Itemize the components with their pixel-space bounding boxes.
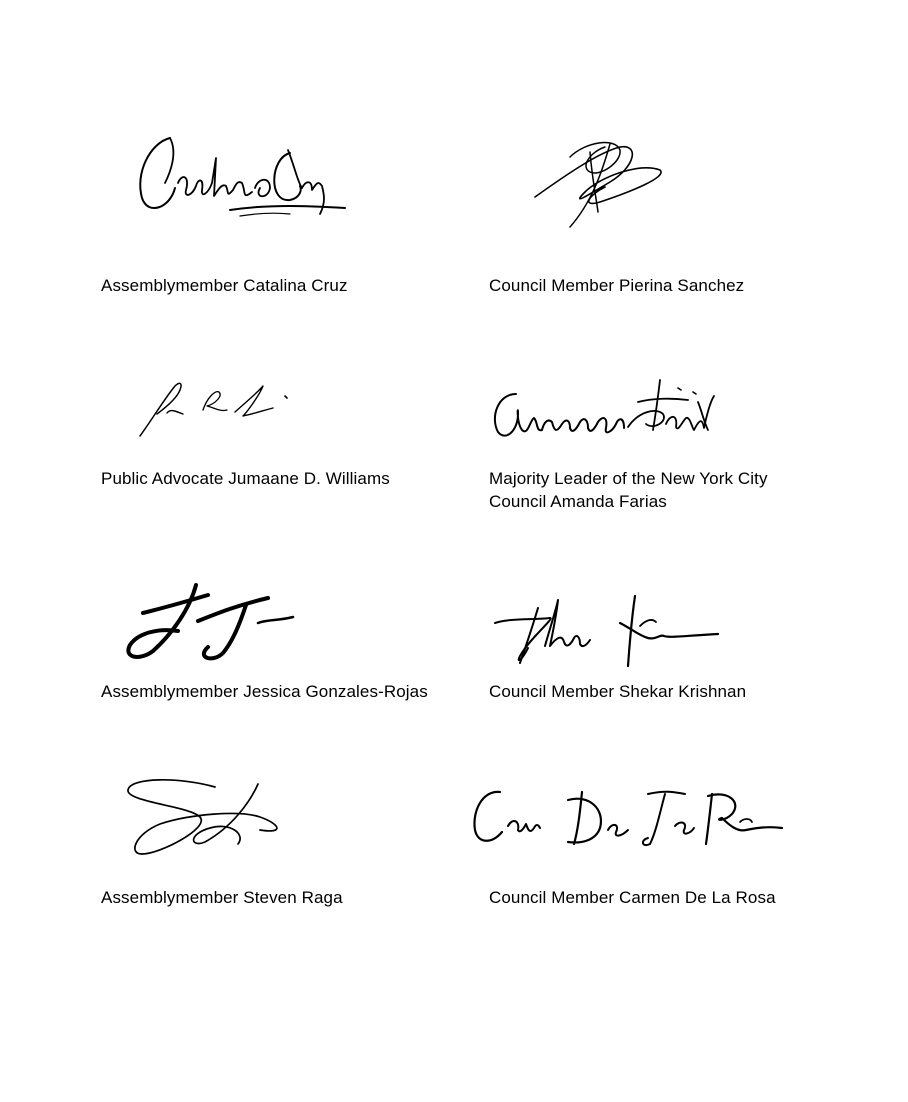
signature-jumaane-williams bbox=[135, 368, 305, 448]
signature-shekar-krishnan bbox=[490, 588, 730, 673]
signature-steven-raga bbox=[120, 772, 295, 862]
signatory-name-shekar-krishnan: Council Member Shekar Krishnan bbox=[489, 682, 747, 701]
signatory-name-amanda-farias: Majority Leader of the New York City bbox=[489, 469, 768, 488]
signature-jessica-gonzales-rojas bbox=[118, 573, 308, 668]
signature-carmen-de-la-rosa bbox=[470, 782, 790, 857]
signature-catalina-cruz bbox=[130, 128, 360, 228]
signature-pierina-sanchez bbox=[530, 132, 670, 232]
signatory-name-jessica-gonzales-rojas: Assemblymember Jessica Gonzales-Rojas bbox=[101, 682, 428, 701]
signatory-name-pierina-sanchez: Council Member Pierina Sanchez bbox=[489, 276, 745, 295]
signatory-name-catalina-cruz: Assemblymember Catalina Cruz bbox=[101, 276, 348, 295]
signatory-name-steven-raga: Assemblymember Steven Raga bbox=[101, 888, 343, 907]
signatory-name-carmen-de-la-rosa: Council Member Carmen De La Rosa bbox=[489, 888, 776, 907]
signature-amanda-farias bbox=[488, 372, 728, 452]
signatory-name-amanda-farias-line2: Council Amanda Farias bbox=[489, 492, 667, 511]
signatory-name-jumaane-williams: Public Advocate Jumaane D. Williams bbox=[101, 469, 390, 488]
